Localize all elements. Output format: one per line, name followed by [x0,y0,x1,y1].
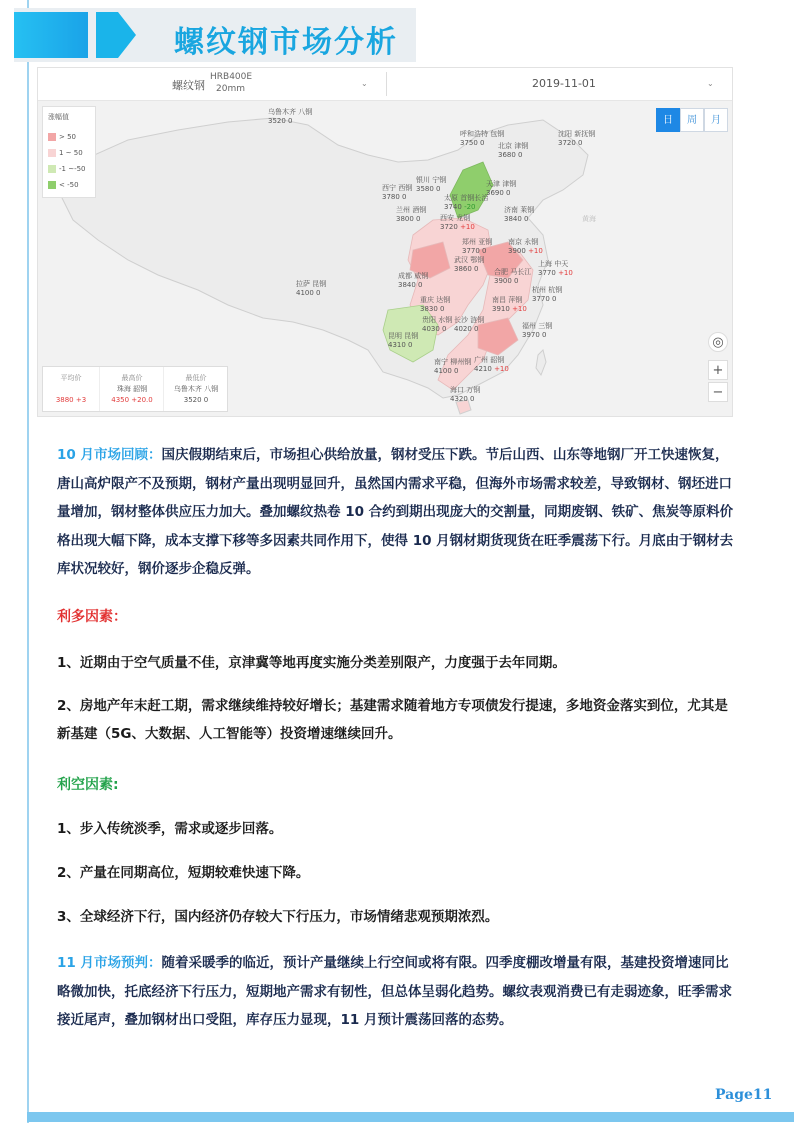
legend-title: 涨幅值 [48,113,69,121]
city-label[interactable]: 上海 中天 3770 +10 [538,260,573,277]
product-spec-size[interactable]: 20mm [216,84,245,94]
product-selector-label[interactable]: 螺纹钢 [172,79,205,92]
header-arrow-icon [118,12,136,58]
legend-item[interactable]: > 50 [48,133,76,141]
zoom-out-button[interactable]: − [708,382,728,402]
sea-label: 黄海 [582,215,596,223]
october-review [57,441,737,584]
city-label[interactable]: 武汉 鄂钢 3860 0 [454,256,485,273]
city-label[interactable]: 银川 宁钢 3580 0 [416,176,447,193]
tab-month[interactable]: 月 [704,108,728,132]
city-label[interactable]: 南京 永钢 3900 +10 [508,238,543,255]
city-label[interactable]: 昆明 昆钢 4310 0 [388,332,419,349]
page-number: Page11 [715,1087,773,1103]
price-stats-box [42,366,228,412]
city-label[interactable]: 福州 三钢 3970 0 [522,322,553,339]
left-border-rule [27,0,29,1123]
november-forecast-lead: 11 月市场预判： [57,955,162,971]
legend-swatch [48,165,56,173]
city-label[interactable]: 成都 威钢 3840 0 [398,272,429,289]
legend-swatch [48,181,56,189]
bullish-item: 1、近期由于空气质量不佳，京津冀等地再度实施分类差别限产，力度强于去年同期。 [57,655,566,671]
city-label[interactable]: 兰州 酒钢 3800 0 [396,206,427,223]
product-spec-grade[interactable]: HRB400E [210,72,253,82]
city-label[interactable]: 合肥 马长江 3900 0 [494,268,532,285]
legend-swatch [48,149,56,157]
city-label[interactable]: 广州 韶钢 4210 +10 [474,356,509,373]
locate-icon[interactable]: ◎ [708,332,728,352]
bearish-item: 2、产量在同期高位，短期较难快速下降。 [57,865,310,881]
city-label[interactable]: 重庆 达钢 3830 0 [420,296,451,313]
stat-highest: 最高价 珠海 韶钢 4350 +20.0 [99,367,164,411]
city-label[interactable]: 杭州 杭钢 3770 0 [532,286,563,303]
bearish-item: 3、全球经济下行，国内经济仍存较大下行压力，市场情绪悲观预期浓烈。 [57,909,499,925]
tab-week[interactable]: 周 [680,108,704,132]
bottom-border-bar [27,1112,794,1122]
city-label[interactable]: 天津 津钢 3690 0 [486,180,517,197]
city-label[interactable]: 拉萨 昆钢 4100 0 [296,280,327,297]
selector-divider [386,72,387,96]
city-label[interactable]: 济南 莱钢 3840 0 [504,206,535,223]
city-label[interactable]: 海口 万钢 4320 0 [450,386,481,403]
city-label[interactable]: 贵阳 水钢 4030 0 [422,316,453,333]
legend-item[interactable]: 1 ~ 50 [48,149,83,157]
city-label[interactable]: 太原 首钢长治 3740 -20 [444,194,489,211]
map-taiwan [536,350,546,375]
map-legend [42,106,96,198]
bearish-heading: 利空因素: [57,777,119,793]
price-map-widget [37,67,733,417]
chevron-down-icon[interactable]: ⌄ [361,79,368,88]
map-selector-bar [38,68,732,101]
city-label[interactable]: 西宁 西钢 3780 0 [382,184,413,201]
bullish-item: 2、房地产年末赶工期，需求继续维持较好增长；基建需求随着地方专项债发行提速，多地资金落实到位，尤其是新基建（5G、大数据、人工智能等）投资增速继续回升。 [57,698,728,742]
header-accent-bar [96,12,118,58]
city-label[interactable]: 郑州 亚钢 3770 0 [462,238,493,255]
header-accent-block [14,12,88,58]
city-label[interactable]: 长沙 涟钢 4020 0 [454,316,485,333]
page-title: 螺纹钢市场分析 [174,25,398,60]
city-label[interactable]: 南昌 萍钢 3910 +10 [492,296,527,313]
october-review-text: 国庆假期结束后，市场担心供给放量，钢材受压下跌。节后山西、山东等地钢厂开工快速恢复，唐山高炉限产不及预期，钢材产量出现明显回升，虽然国内需求平稳，但海外市场需求较差，导致钢材、钢坯进口量增加，钢材整体供应压力加大。叠加螺纹热卷 10 合约到期出现庞大的交割量，同期废钢、铁矿、焦炭等原料价格出现大幅下降，成本支撑下移等多因素共同作用下，使得 10 月钢材期货现货在旺季震荡下行。月底由于钢材去库状况较好，钢价逐步企稳反弹。 [57,447,734,577]
bearish-item: 1、步入传统淡季，需求或逐步回落。 [57,821,283,837]
bullish-heading: 利多因素： [57,609,127,625]
city-label[interactable]: 南宁 柳州钢 4100 0 [434,358,472,375]
november-forecast-text: 随着采暖季的临近，预计产量继续上行空间或将有限。四季度棚改增量有限，基建投资增速同比略微加快，托底经济下行压力，短期地产需求有韧性，但总体呈弱化趋势。螺纹表观消费已有走弱迹象，旺季需求接近尾声，叠加钢材出口受阻，库存压力显现，11 月预计震荡回落的态势。 [57,955,732,1028]
city-label[interactable]: 呼和浩特 包钢 3750 0 [460,130,505,147]
legend-swatch [48,133,56,141]
date-selector[interactable]: 2019-11-01 [532,77,596,90]
section-header [14,8,416,62]
november-forecast [57,949,737,1035]
october-review-lead: 10 月市场回顾： [57,447,162,463]
tab-day[interactable]: 日 [656,108,680,132]
city-label[interactable]: 北京 津钢 3680 0 [498,142,529,159]
chevron-down-icon[interactable]: ⌄ [707,79,714,88]
city-label[interactable]: 乌鲁木齐 八钢 3520 0 [268,108,313,125]
city-label[interactable]: 西安 龙钢 3720 +10 [440,214,475,231]
zoom-in-button[interactable]: + [708,360,728,380]
legend-item[interactable]: -1 ~-50 [48,165,86,173]
stat-lowest: 最低价 乌鲁木齐 八钢 3520 0 [163,367,228,411]
city-label[interactable]: 沈阳 新抚钢 3720 0 [558,130,596,147]
stat-average: 平均价 3880 +3 [55,374,87,404]
legend-item[interactable]: < -50 [48,181,79,189]
